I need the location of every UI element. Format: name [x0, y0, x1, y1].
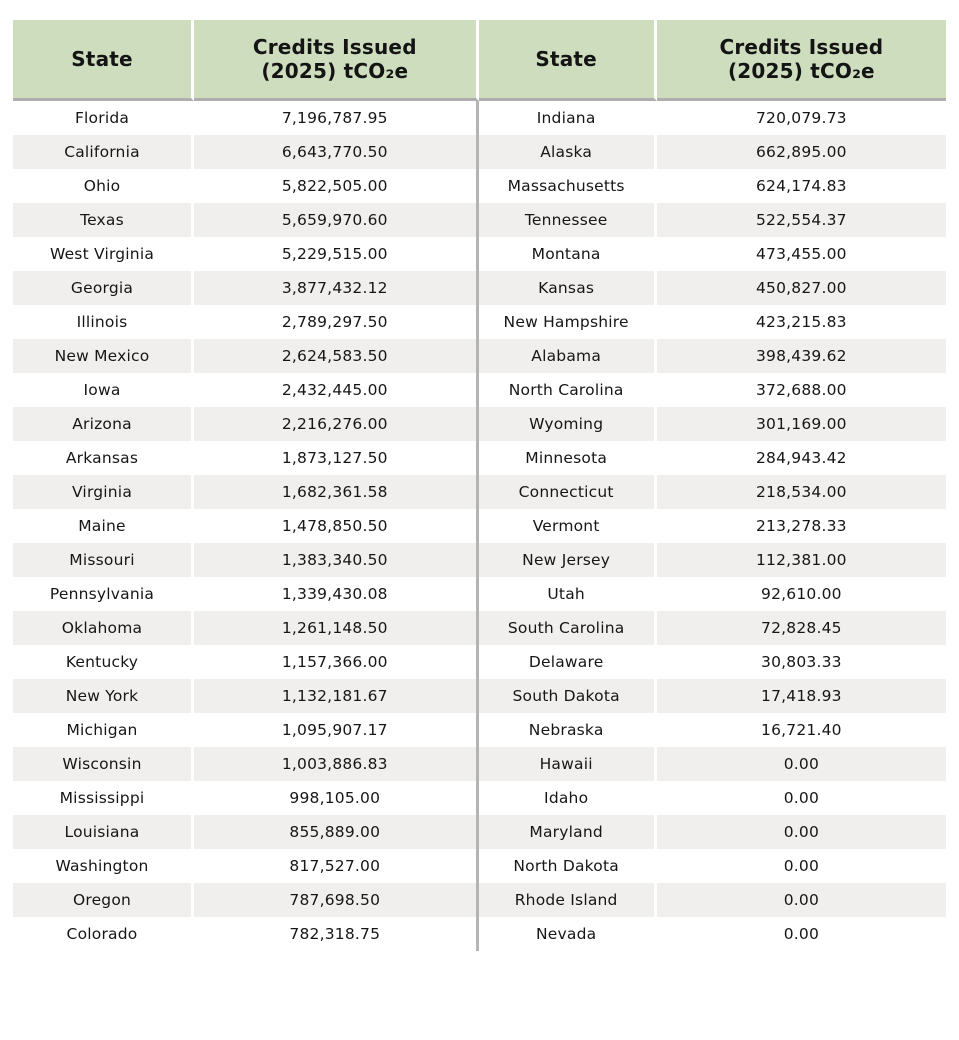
state-header-label: State — [535, 47, 597, 71]
state-cell: Minnesota — [479, 441, 657, 475]
credits-cell: 450,827.00 — [657, 271, 946, 305]
table-header — [13, 20, 946, 101]
state-cell: Arkansas — [13, 441, 194, 475]
credits-cell: 0.00 — [657, 917, 946, 951]
state-cell: Tennessee — [479, 203, 657, 237]
credits-cell: 5,229,515.00 — [194, 237, 479, 271]
state-cell: New York — [13, 679, 194, 713]
credits-cell: 1,095,907.17 — [194, 713, 479, 747]
table-row — [13, 679, 946, 713]
credits-header-line1: Credits Issued — [252, 35, 417, 59]
credits-column-header-right — [657, 20, 946, 101]
table-row — [13, 271, 946, 305]
credits-cell: 1,003,886.83 — [194, 747, 479, 781]
state-cell: Oklahoma — [13, 611, 194, 645]
table-row — [13, 713, 946, 747]
state-cell: Ohio — [13, 169, 194, 203]
credits-cell: 0.00 — [657, 815, 946, 849]
state-cell: Louisiana — [13, 815, 194, 849]
credits-cell: 301,169.00 — [657, 407, 946, 441]
state-cell: Maine — [13, 509, 194, 543]
state-cell: Washington — [13, 849, 194, 883]
credits-cell: 92,610.00 — [657, 577, 946, 611]
state-cell: Missouri — [13, 543, 194, 577]
table-row — [13, 101, 946, 135]
state-cell: Virginia — [13, 475, 194, 509]
credits-cell: 0.00 — [657, 747, 946, 781]
credits-cell: 0.00 — [657, 781, 946, 815]
credits-table-container — [13, 20, 946, 951]
table-row — [13, 475, 946, 509]
state-cell: Utah — [479, 577, 657, 611]
credits-cell: 5,659,970.60 — [194, 203, 479, 237]
table-row — [13, 645, 946, 679]
state-cell: Delaware — [479, 645, 657, 679]
credits-cell: 662,895.00 — [657, 135, 946, 169]
credits-cell: 5,822,505.00 — [194, 169, 479, 203]
table-row — [13, 373, 946, 407]
credits-cell: 1,383,340.50 — [194, 543, 479, 577]
credits-cell: 624,174.83 — [657, 169, 946, 203]
state-cell: Mississippi — [13, 781, 194, 815]
state-cell: Wyoming — [479, 407, 657, 441]
state-cell: New Hampshire — [479, 305, 657, 339]
state-cell: Indiana — [479, 101, 657, 135]
state-cell: Florida — [13, 101, 194, 135]
table-row — [13, 441, 946, 475]
credits-cell: 1,682,361.58 — [194, 475, 479, 509]
table-row — [13, 305, 946, 339]
credits-cell: 522,554.37 — [657, 203, 946, 237]
state-cell: Nebraska — [479, 713, 657, 747]
state-cell: Alabama — [479, 339, 657, 373]
state-cell: Oregon — [13, 883, 194, 917]
credits-cell: 473,455.00 — [657, 237, 946, 271]
credits-cell: 2,216,276.00 — [194, 407, 479, 441]
state-cell: California — [13, 135, 194, 169]
state-cell: Iowa — [13, 373, 194, 407]
state-cell: Illinois — [13, 305, 194, 339]
credits-cell: 372,688.00 — [657, 373, 946, 407]
table-row — [13, 917, 946, 951]
table-row — [13, 407, 946, 441]
credits-cell: 1,339,430.08 — [194, 577, 479, 611]
state-cell: Wisconsin — [13, 747, 194, 781]
state-cell: Texas — [13, 203, 194, 237]
table-row — [13, 747, 946, 781]
credits-cell: 1,132,181.67 — [194, 679, 479, 713]
credits-cell: 1,261,148.50 — [194, 611, 479, 645]
state-cell: Connecticut — [479, 475, 657, 509]
credits-cell: 72,828.45 — [657, 611, 946, 645]
credits-cell: 17,418.93 — [657, 679, 946, 713]
state-cell: Nevada — [479, 917, 657, 951]
state-cell: Kansas — [479, 271, 657, 305]
state-cell: South Carolina — [479, 611, 657, 645]
credits-cell: 112,381.00 — [657, 543, 946, 577]
state-header-label: State — [71, 47, 133, 71]
state-column-header-left — [13, 20, 194, 101]
table-row — [13, 883, 946, 917]
table-row — [13, 849, 946, 883]
state-cell: South Dakota — [479, 679, 657, 713]
credits-cell: 1,873,127.50 — [194, 441, 479, 475]
credits-cell: 16,721.40 — [657, 713, 946, 747]
state-cell: Maryland — [479, 815, 657, 849]
state-cell: North Carolina — [479, 373, 657, 407]
credits-cell: 213,278.33 — [657, 509, 946, 543]
credits-column-header-left — [194, 20, 479, 101]
credits-cell: 2,432,445.00 — [194, 373, 479, 407]
state-cell: New Jersey — [479, 543, 657, 577]
table-row — [13, 135, 946, 169]
credits-cell: 30,803.33 — [657, 645, 946, 679]
credits-cell: 6,643,770.50 — [194, 135, 479, 169]
credits-header-line2: (2025) tCO₂e — [261, 59, 409, 83]
credits-cell: 998,105.00 — [194, 781, 479, 815]
state-cell: Massachusetts — [479, 169, 657, 203]
state-cell: North Dakota — [479, 849, 657, 883]
credits-cell: 787,698.50 — [194, 883, 479, 917]
table-row — [13, 509, 946, 543]
credits-cell: 398,439.62 — [657, 339, 946, 373]
table-body — [13, 101, 946, 951]
state-cell: Michigan — [13, 713, 194, 747]
credits-header-line1: Credits Issued — [719, 35, 884, 59]
state-cell: Hawaii — [479, 747, 657, 781]
state-cell: Montana — [479, 237, 657, 271]
credits-cell: 423,215.83 — [657, 305, 946, 339]
table-row — [13, 781, 946, 815]
credits-cell: 3,877,432.12 — [194, 271, 479, 305]
state-cell: Vermont — [479, 509, 657, 543]
credits-cell: 1,478,850.50 — [194, 509, 479, 543]
header-row — [13, 20, 946, 101]
credits-cell: 7,196,787.95 — [194, 101, 479, 135]
state-cell: Idaho — [479, 781, 657, 815]
credits-header-line2: (2025) tCO₂e — [727, 59, 875, 83]
credits-cell: 218,534.00 — [657, 475, 946, 509]
state-cell: Kentucky — [13, 645, 194, 679]
credits-cell: 2,789,297.50 — [194, 305, 479, 339]
state-cell: Colorado — [13, 917, 194, 951]
credits-cell: 0.00 — [657, 849, 946, 883]
table-row — [13, 237, 946, 271]
credits-cell: 0.00 — [657, 883, 946, 917]
state-cell: Pennsylvania — [13, 577, 194, 611]
state-cell: Arizona — [13, 407, 194, 441]
credits-cell: 720,079.73 — [657, 101, 946, 135]
table-row — [13, 169, 946, 203]
state-cell: Rhode Island — [479, 883, 657, 917]
table-row — [13, 543, 946, 577]
credits-cell: 284,943.42 — [657, 441, 946, 475]
table-row — [13, 339, 946, 373]
state-cell: West Virginia — [13, 237, 194, 271]
credits-cell: 817,527.00 — [194, 849, 479, 883]
credits-cell: 782,318.75 — [194, 917, 479, 951]
state-column-header-right — [479, 20, 657, 101]
table-row — [13, 577, 946, 611]
state-cell: Georgia — [13, 271, 194, 305]
table-row — [13, 815, 946, 849]
state-cell: Alaska — [479, 135, 657, 169]
credits-cell: 1,157,366.00 — [194, 645, 479, 679]
table-row — [13, 611, 946, 645]
credits-table — [13, 20, 946, 951]
credits-cell: 2,624,583.50 — [194, 339, 479, 373]
credits-cell: 855,889.00 — [194, 815, 479, 849]
table-row — [13, 203, 946, 237]
state-cell: New Mexico — [13, 339, 194, 373]
